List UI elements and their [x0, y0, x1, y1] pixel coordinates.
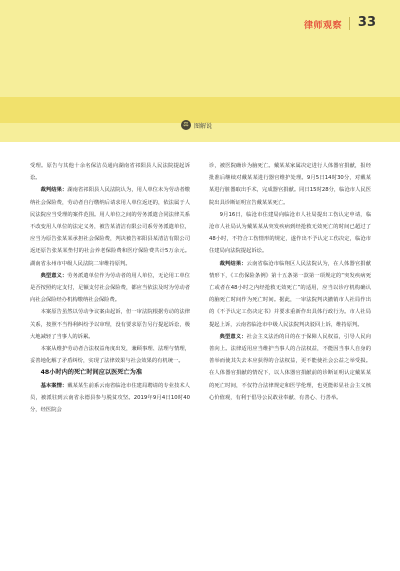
- paragraph: [30, 184, 190, 269]
- paragraph-lead: 典型意义：: [219, 333, 247, 340]
- paragraph-lead: 裁判结果：: [219, 260, 247, 267]
- right-column: [209, 160, 371, 404]
- paragraph-lead: 基本案情：: [40, 382, 68, 389]
- header-divider: [349, 17, 350, 30]
- paragraph: 本案原告虽然以劳动争议案由起诉，但一审法院根据劳动的法律关系，按照不当得利纠纷予以审理，没有要求原告另行提起诉讼，极大地减轻了当事人的诉累。: [30, 309, 190, 340]
- paragraph-body: 劳务派遣单位作为劳动者的用人单位，无论用工单位是否按照约定支付，足额支付社会保险费，都应当依法及时为劳动者向社会保险经办机构缴纳社会保险费。: [30, 272, 190, 304]
- paragraph-lead: 典型意义：: [40, 272, 68, 279]
- paragraph-body: 社会主义法治的目的在于保障人民权益，引导人民向善向上。法律适用应当维护当事人的合法权益，不能因当事人自身的善举而使其失去本应获得的合法权益，更不能使社会公益之举受损。在人体器官捐献的情况下，以人体器官捐献前的诊断证明认定戴某某的死亡时间，不仅符合法律规定和医学伦理，也更能彰显社会主义核心价值观，有利于倡导公民敢业奉献、有善心、行善举。: [209, 333, 371, 401]
- brand-logo: 律师观察: [303, 21, 342, 31]
- badge-label: 图解说: [194, 122, 213, 130]
- paragraph: [209, 331, 371, 404]
- section-badge: [181, 120, 212, 130]
- paragraph: [30, 270, 190, 307]
- section-title: 48小时内的死亡时间应以医死亡为准: [40, 369, 143, 377]
- paragraph-body: 戴某某生前系云南省临沧市住建局聘请的专业技术人员，被派驻到云南省永德县参与脱贫攻坚。2019年9月4日10时40分，经医院会: [30, 382, 190, 414]
- paragraph: 受理。原告与其他十余名保洁员通向湖南省祁阳县人民法院提起诉讼。: [30, 163, 190, 182]
- paragraph: 本案从维护劳动者合法权益角度出发，兼顾事理、法理与情理，妥善地化解了矛盾纠纷，实现了法律效果与社会效果的有机统一。: [30, 346, 190, 365]
- paragraph-body: 湖南省祁阳县人民法院认为，用人单位未为劳动者缴纳社会保险费，劳动者自行缴纳后请求用人单位返还的，依法属于人民法院应当受理的案件范围。用人单位之间的劳务派遣合同法律关系不改变用人单位的法定义务，被告某清洁有限公司系劳务派遣单位，应当为原告张某某承担社会保险费，判决被告祁阳县某清洁有限公司返还原告张某某垫付的社会养老保险费和医疗保险费共计5万余元。湖南省永州市中级人民法院二审维持原判。: [30, 187, 190, 267]
- paragraph-body: 云南省临沧市临翔区人民法院认为，在人体器官捐献情形下，《工伤保险条例》第十五条第一款第一项规定的“突发疾病死亡或者在48小时之内经抢救无效死亡”的适用，应当以诊疗机构确认的脑死亡时间作为死亡时间。据此，一审法院判决撤销市人社局作出的《不予认定工伤决定书》并要求重新作出具体行政行为。市人社局提起上诉，云南省临沧市中级人民法院判决驳回上诉，维持原判。: [209, 260, 371, 328]
- paragraph-lead: 裁判结果：: [40, 187, 68, 194]
- paragraph: 诊，被医院确诊为脑死亡。戴某某家属决定进行人体器官捐献，报经批准后继续对戴某某进行器官维护处理。9月5日14时30分，对戴某某进行脏器取出手术，完成器官捐献。同日15时28分，临沧市人民医院出具诊断证明宣告戴某某死亡。: [209, 163, 371, 206]
- left-column: [30, 160, 190, 416]
- page-number: 33: [357, 15, 376, 30]
- paragraph: [209, 258, 371, 331]
- paragraph: 9月16日，临沧市住建局向临沧市人社局提出工伤认定申请，临沧市人社局认为戴某某从突发疾病到经抢救无效死亡的时间已超过了48小时，不符合工伤情形的规定，遂作出不予认定工伤决定，临沧市住建局向法院提起诉讼。: [209, 211, 371, 255]
- scale-icon: ⚖: [181, 120, 191, 130]
- paragraph: [30, 380, 190, 417]
